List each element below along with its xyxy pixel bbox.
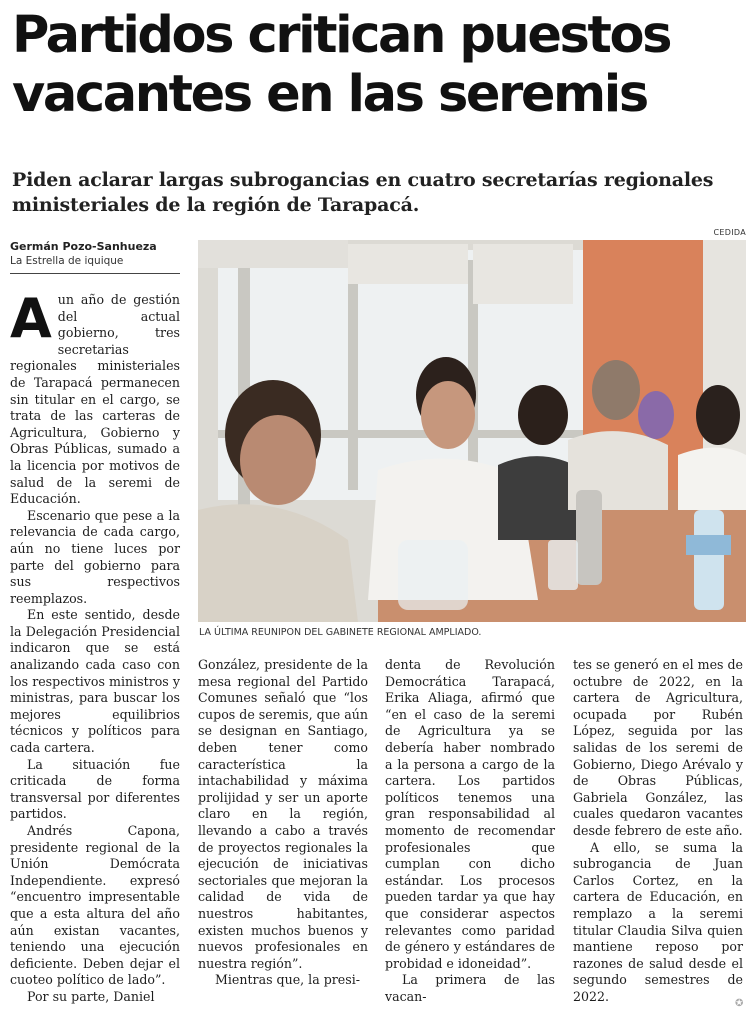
paragraph: La primera de las vacan- — [385, 972, 555, 1004]
headline: Partidos critican puestos vacantes en las seremis — [12, 6, 671, 124]
paragraph: tes se generó en el mes de octubre de 2022, en la cartera de Agricultura, ocupada por Rubén López, seguida por las salidas de los seremi de Gobierno, Diego Arévalo y de Obras Públicas, Gabriela González, las cuales quedaron vacantes desde febrero de este año. — [573, 657, 744, 838]
photo-caption: LA ÚLTIMA REUNIPON DEL GABINETE REGIONAL AMPLIADO. — [199, 627, 482, 638]
paragraph: Andrés Capona, presidente regional de la Unión Demócrata Independiente. expresó “encuentro impresentable que a esta altura del año aún existan vacantes, teniendo una ejecución deficiente. Deben dejar el cuoteo político de lado”. — [10, 823, 180, 988]
paragraph: González, presidente de la mesa regional del Partido Comunes señaló que “los cupos de seremis, que aún se designan en Santiago, deben tener como característica la intachabilidad y máxima prolijidad y ser un aporte claro en la región, llevando a cabo a través de proyectos regionales la ejecución de iniciativas sectoriales que mejoran la calidad de vida de nuestros habitantes, existen muchos buenos y nuevos profesionales en nuestra región”. — [198, 657, 368, 971]
byline — [10, 240, 182, 268]
paragraph: denta de Revolución Democrática Tarapacá, Erika Aliaga, afirmó que “en el caso de la seremi de Agricultura ya se debería haber nombrado a la persona a cargo de la cartera. Los partidos políticos tenemos una gran responsabilidad al momento de recomendar profesionales que cumplan con dicho estándar. Los procesos pueden tardar ya que hay que considerar aspectos relevantes como paridad de género y estándares de probidad e idoneidad”. — [385, 657, 555, 971]
photo-credit: CEDIDA — [713, 228, 746, 237]
paragraph: Escenario que pese a la relevancia de cada cargo, aún no tiene luces por parte del gobierno para sus respectivos reemplazos. — [10, 507, 180, 606]
article-photo — [198, 240, 746, 622]
article-column-2 — [198, 657, 368, 989]
outlet-name: La Estrella de iquique — [10, 255, 124, 267]
paragraph: La situación fue criticada de forma transversal por diferentes partidos. — [10, 756, 180, 822]
meeting-photo-illustration — [198, 240, 746, 622]
paragraph: Mientras que, la presi- — [215, 972, 360, 988]
article-column-1 — [10, 287, 180, 1006]
article-column-3 — [385, 657, 555, 1005]
paragraph: A ello, se suma la subrogancia de Juan Carlos Cortez, en la cartera de Educación, en remplazo a la seremi titular Claudia Silva quien mantiene reposo por razones de salud desde el segundo semestres de 2022. — [573, 839, 743, 1004]
paragraph: Por su parte, Daniel — [27, 988, 155, 1004]
byline-divider — [10, 273, 180, 274]
drop-cap: A — [10, 287, 52, 350]
paragraph: un año de gestión del actual gobierno, tres secretarias regionales ministeriales de Tarapacá permanecen sin titular en el cargo, se trata de las carteras de Agricultura, Gobierno y Obras Públicas, sumado a la licencia por motivos de salud de la seremi de Educación. — [10, 292, 180, 507]
paragraph: En este sentido, desde la Delegación Presidencial indicaron que se está analizando cada caso con los respectivos ministros y ministras, para buscar los mejores equilibrios técnicos y políticos para cada cartera. — [10, 607, 180, 756]
article-column-4 — [573, 657, 743, 1005]
author-name: Germán Pozo-Sanhueza — [10, 240, 157, 253]
deck-subtitle: Piden aclarar largas subrogancias en cuatro secretarías regionales ministeriales de la región de Tarapacá. — [12, 169, 714, 216]
star-icon: ✪ — [735, 998, 744, 1009]
